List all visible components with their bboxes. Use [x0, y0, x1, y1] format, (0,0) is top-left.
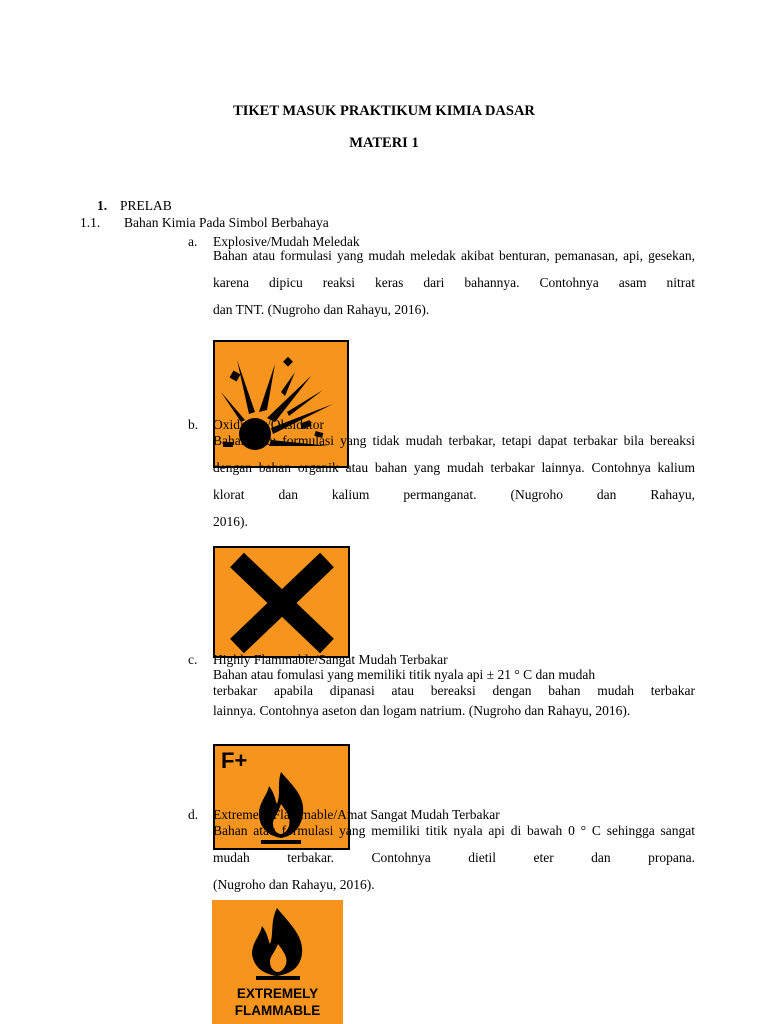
item-letter: d. — [188, 807, 199, 822]
description-line: sehingga sangat mudah terbakar. Contohnya dietil eter dan propana. — [213, 823, 695, 865]
page-subtitle: MATERI 1 — [349, 135, 419, 151]
description-line: 2016). — [213, 514, 248, 529]
description-line: terbakar apabila dipanasi atau bereaksi dengan bahan mudah terbakar — [213, 683, 695, 698]
item-letter: c. — [188, 652, 198, 667]
item-description — [213, 817, 695, 898]
item-heading: Oxidizing/Oksidator — [213, 417, 324, 432]
description-line: Bahan atau formulasi yang tidak mudah terbakar, tetapi dapat terbakar bila — [213, 433, 644, 448]
section-label: PRELAB — [120, 198, 172, 213]
section-number: 1. — [97, 198, 108, 213]
item-heading: Explosive/Mudah Meledak — [213, 234, 360, 249]
description-line: Contohnya kalium klorat dan kalium permanganat. (Nugroho dan Rahayu, — [213, 460, 696, 502]
subsection-label: Bahan Kimia Pada Simbol Berbahaya — [124, 215, 329, 230]
item-letter: a. — [188, 234, 198, 249]
description-line: Bahan atau fomulasi yang memiliki titik nyala api ± 21 ° C dan mudah — [213, 667, 596, 682]
item-description — [213, 681, 695, 721]
description-line: (Nugroho dan Rahayu, 2016). — [213, 877, 375, 892]
extremely-flammable-hazard-icon — [212, 900, 343, 1024]
description-line: dan TNT. (Nugroho dan Rahayu, 2016). — [213, 302, 430, 317]
item-heading: Extremely Flammable/Amat Sangat Mudah Terbakar — [213, 807, 500, 822]
item-letter: b. — [188, 417, 199, 432]
description-line: gesekan, karena dipicu reaksi keras dari bahannya. Contohnya asam nitrat — [213, 248, 695, 290]
harmful-x-hazard-icon — [213, 546, 350, 658]
page-title: TIKET MASUK PRAKTIKUM KIMIA DASAR — [233, 103, 535, 119]
description-line: lainnya. Contohnya aseton dan logam natrium. (Nugroho dan Rahayu, 2016). — [213, 703, 631, 718]
sign-label-line-1: EXTREMELY — [236, 986, 319, 1001]
description-line: Bahan atau formulasi yang mudah meledak akibat benturan, pemanasan, api, — [213, 248, 644, 263]
description-line: Bahan atau formulasi yang memiliki titik nyala api di bawah 0 ° C — [213, 823, 601, 838]
subsection-number: 1.1. — [80, 215, 101, 230]
item-description — [213, 427, 695, 535]
item-heading: Highly Flammable/Sangat Mudah Terbakar — [213, 652, 448, 667]
sign-label-line-2: FLAMMABLE — [234, 1003, 321, 1018]
item-description — [213, 242, 695, 323]
sign-label: F+ — [221, 748, 248, 773]
description-line: bereaksi dengan bahan organik atau bahan yang mudah terbakar lainnya. — [213, 433, 695, 475]
